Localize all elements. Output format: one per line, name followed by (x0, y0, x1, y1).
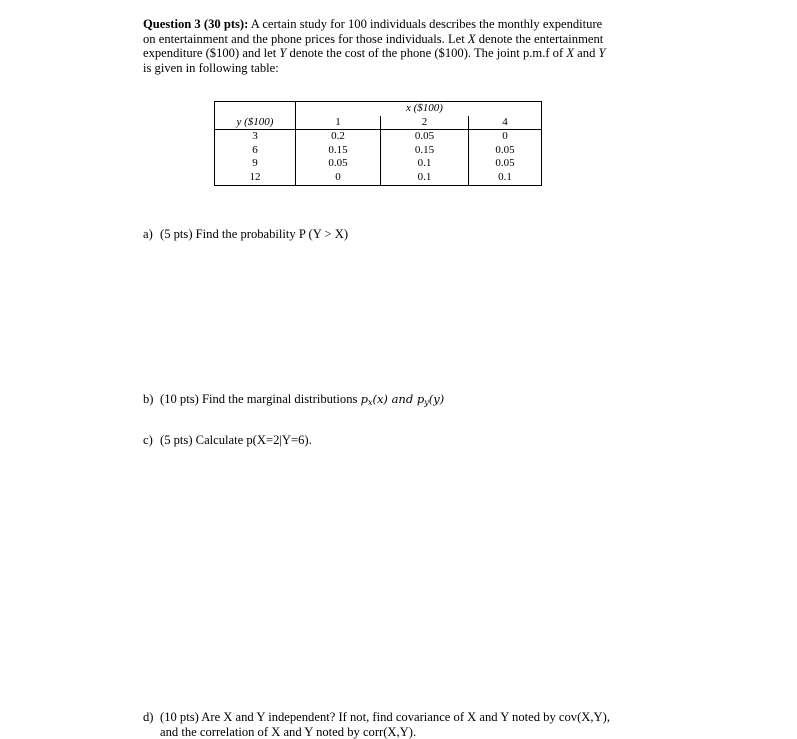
part-b-text: (10 pts) Find the marginal distributions (160, 392, 361, 406)
y-header-label: y ($100) (215, 116, 296, 130)
table-cell: 0.15 (296, 144, 381, 158)
intro-text-5: is given in following table: (143, 60, 279, 75)
table-cell: 0 (469, 130, 542, 144)
part-d-label: d) (143, 710, 154, 724)
table-row (215, 144, 542, 158)
table-row (215, 157, 542, 171)
table-cell: 0.1 (381, 171, 469, 185)
intro-text-1: A certain study for 100 individuals describes the monthly expenditure on entertainment and the phone prices for those individuals. Let (143, 17, 603, 46)
table-cell: 0.05 (381, 130, 469, 144)
part-a-label: a) (143, 227, 153, 241)
y-value: 6 (215, 144, 296, 158)
x-value: 2 (381, 116, 469, 130)
table-cell: 0.1 (469, 171, 542, 185)
joint-pmf-table (214, 101, 542, 186)
part-d-text-2: and the correlation of X and Y noted by corr(X,Y). (160, 724, 417, 739)
var-x-2: X (566, 46, 575, 61)
x-header-label: x ($100) (381, 102, 469, 116)
table-cell: 0.2 (296, 130, 381, 144)
table-cell: 0.05 (296, 157, 381, 171)
var-y: Y (279, 46, 287, 61)
intro-text-3: denote the cost of the phone ($100). The joint p.m.f of (286, 46, 567, 61)
math-p-x: $p_x(x)$ and $p_y(y)$ (360, 392, 445, 407)
y-value: 12 (215, 171, 296, 185)
y-value: 9 (215, 157, 296, 171)
part-d (143, 710, 610, 739)
table-cell: 0.15 (381, 144, 469, 158)
table-x-values-row (215, 116, 542, 130)
table-cell: 0 (296, 171, 381, 185)
var-x: X (467, 31, 476, 46)
table-row (215, 171, 542, 185)
table-x-header-row (215, 102, 542, 116)
part-c (143, 433, 312, 448)
intro-text-2: denote the entertainment expenditure ($100) and let (143, 31, 604, 61)
x-value: 1 (296, 116, 381, 130)
table-row (215, 130, 542, 144)
part-b-label: b) (143, 392, 154, 406)
table-corner-top (215, 102, 296, 116)
part-c-label: c) (143, 433, 153, 447)
y-value: 3 (215, 130, 296, 144)
table-x-header-spacer (296, 102, 381, 116)
question-intro (143, 17, 613, 75)
question-title: Question 3 (30 pts): (143, 17, 249, 31)
intro-text-4: and (574, 46, 599, 61)
part-d-text-1: (10 pts) Are X and Y independent? If not, find covariance of X and Y noted by cov(X,Y), (160, 710, 610, 724)
part-a (143, 227, 348, 242)
table-x-header-spacer-2 (469, 102, 542, 116)
table-cell: 0.05 (469, 157, 542, 171)
var-y-2: Y (598, 46, 606, 61)
part-c-text: (5 pts) Calculate p(X=2|Y=6). (160, 433, 312, 447)
part-a-text: (5 pts) Find the probability P (Y > X) (160, 227, 349, 241)
table-cell: 0.05 (469, 144, 542, 158)
part-b (143, 392, 444, 411)
table-cell: 0.1 (381, 157, 469, 171)
x-value: 4 (469, 116, 542, 130)
